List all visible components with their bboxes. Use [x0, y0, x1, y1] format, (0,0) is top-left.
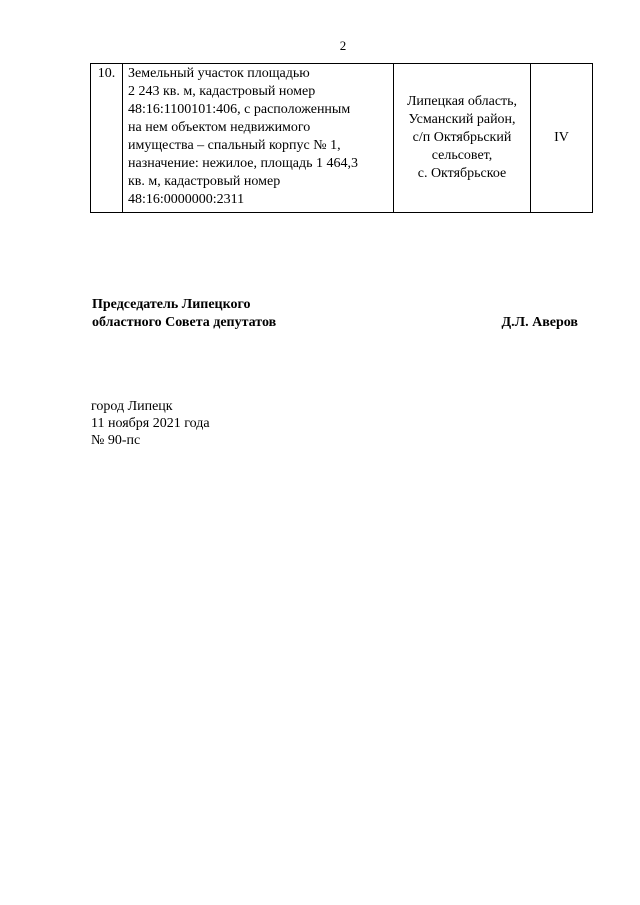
signer-name: Д.Л. Аверов — [501, 315, 578, 330]
signer-position-line2: областного Совета депутатов — [92, 315, 277, 330]
table-row — [91, 64, 593, 213]
issue-city: город Липецк — [91, 399, 173, 414]
description-line: назначение: нежилое, площадь 1 464,3 — [128, 156, 358, 171]
issue-info — [91, 398, 210, 449]
description-line: 48:16:1100101:406, с расположенным — [128, 102, 351, 117]
signature-block — [92, 296, 578, 332]
description-line: 2 243 кв. м, кадастровый номер — [128, 84, 316, 99]
description-line: Земельный участок площадью — [128, 66, 310, 81]
location-line: Усманский район, — [408, 112, 516, 127]
property-table — [90, 63, 593, 213]
property-category: IV — [531, 64, 593, 213]
description-line: имущества – спальный корпус № 1, — [128, 138, 341, 153]
property-description — [123, 64, 394, 213]
page-number: 2 — [339, 38, 347, 53]
description-line: на нем объектом недвижимого — [128, 120, 311, 135]
property-location — [394, 64, 531, 213]
issue-date: 11 ноября 2021 года — [91, 416, 210, 431]
description-line: 48:16:0000000:2311 — [128, 192, 245, 207]
row-number: 10. — [91, 64, 123, 213]
location-line: сельсовет, — [431, 148, 493, 163]
description-line: кв. м, кадастровый номер — [128, 174, 281, 189]
location-line: Липецкая область, — [406, 94, 518, 109]
location-line: с/п Октябрьский — [412, 130, 512, 145]
location-line: с. Октябрьское — [417, 166, 507, 181]
signer-position-line1: Председатель Липецкого — [92, 297, 251, 312]
issue-number: № 90-пс — [91, 433, 141, 448]
